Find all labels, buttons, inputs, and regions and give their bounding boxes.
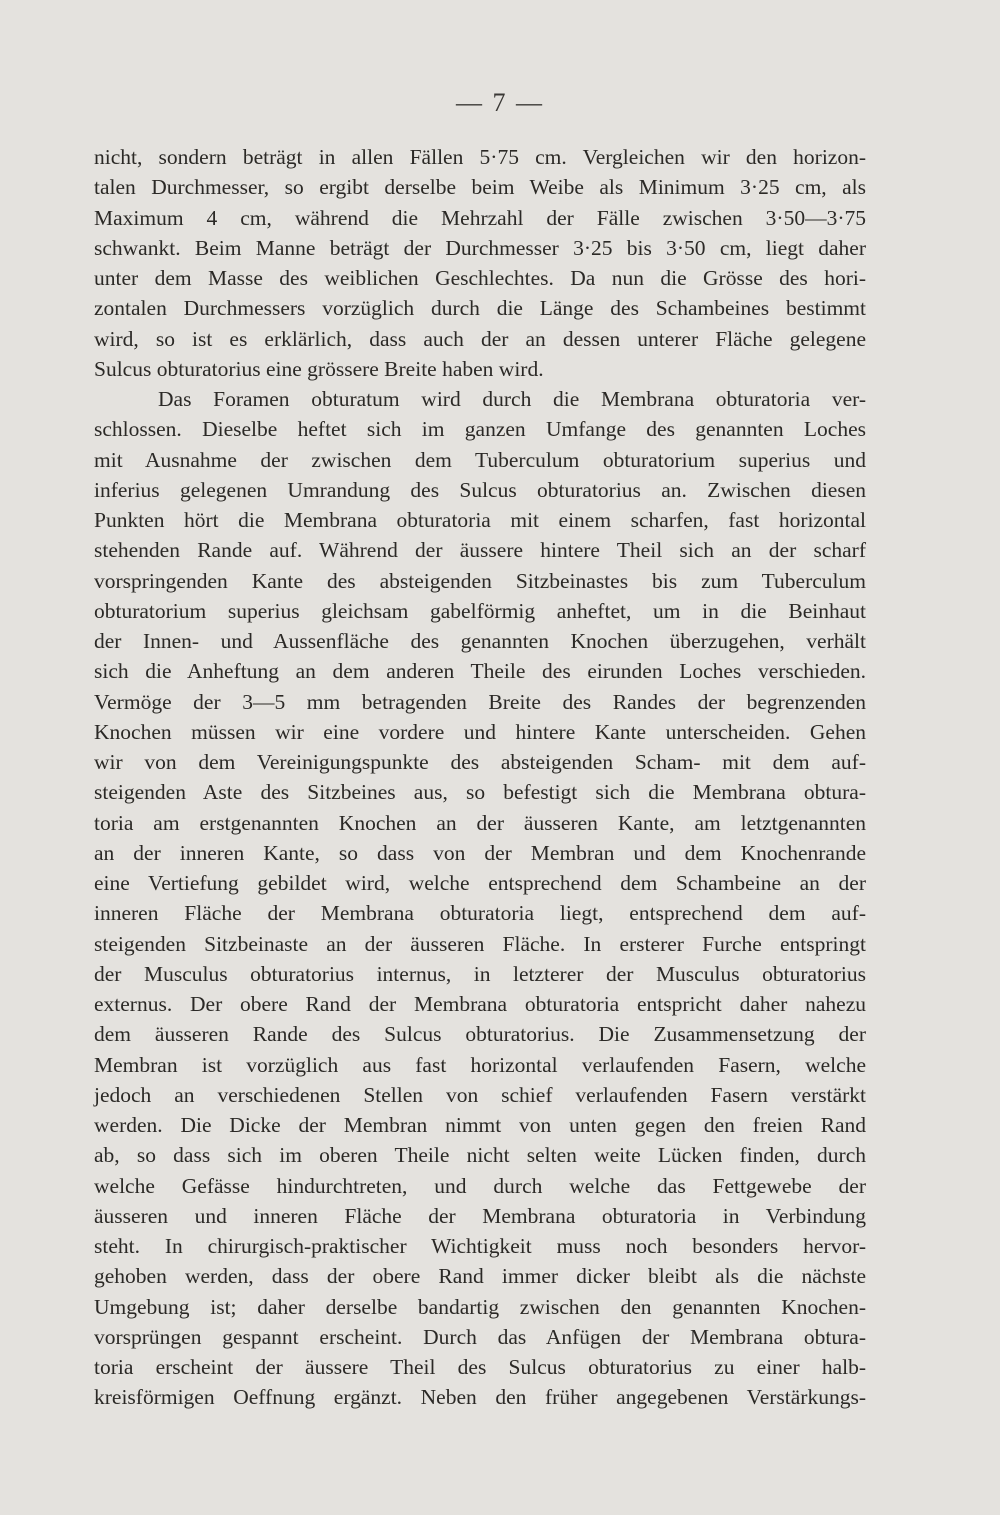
text-line: jedoch an verschiedenen Stellen von schief verlaufenden Fasern verstärkt (94, 1082, 866, 1107)
text-line: toria am erstgenannten Knochen an der äusseren Kante, am letztgenannten (94, 810, 866, 835)
text-line: vorsprüngen gespannt erscheint. Durch das Anfügen der Membrana obtura- (94, 1324, 866, 1349)
text-line: zontalen Durchmessers vorzüglich durch die Länge des Schambeines bestimmt (94, 296, 866, 321)
page-number: — 7 — (456, 88, 544, 117)
text-line: Punkten hört die Membrana obturatoria mit einem scharfen, fast horizontal (94, 508, 866, 532)
text-line: Maximum 4 cm, während die Mehrzahl der Fälle zwischen 3·50—3·75 (94, 205, 866, 230)
text-line: inneren Fläche der Membrana obturatoria liegt, entsprechend dem auf- (94, 901, 866, 926)
body-text (94, 142, 866, 1413)
paragraph-end-line: Sulcus obturatorius eine grössere Breite haben wird. (94, 356, 544, 381)
text-line: wir von dem Vereinigungspunkte des absteigenden Scham- mit dem auf- (94, 750, 866, 774)
text-line: steigenden Aste des Sitzbeines aus, so befestigt sich die Membrana obtura- (94, 780, 866, 805)
text-line: schlossen. Dieselbe heftet sich im ganzen Umfange des genannten Loches (94, 417, 866, 442)
text-line: an der inneren Kante, so dass von der Membran und dem Knochenrande (94, 840, 866, 865)
text-line: talen Durchmesser, so ergibt derselbe beim Weibe als Minimum 3·25 cm, als (94, 175, 866, 200)
text-line: Knochen müssen wir eine vordere und hintere Kante unterscheiden. Gehen (94, 719, 866, 744)
text-line: toria erscheint der äussere Theil des Sulcus obturatorius zu einer halb- (94, 1355, 866, 1379)
text-line: kreisförmigen Oeffnung ergänzt. Neben den früher angegebenen Verstärkungs- (94, 1385, 866, 1410)
text-line: der Innen- und Aussenfläche des genannten Knochen überzugehen, verhält (94, 629, 866, 653)
text-line: wird, so ist es erklärlich, dass auch der an dessen unterer Fläche gelegene (94, 326, 866, 351)
text-line: werden. Die Dicke der Membran nimmt von unten gegen den freien Rand (94, 1113, 866, 1137)
text-line: Membran ist vorzüglich aus fast horizontal verlaufenden Fasern, welche (94, 1052, 866, 1077)
text-line: stehenden Rande auf. Während der äussere hintere Theil sich an der scharf (94, 538, 866, 563)
text-line: sich die Anheftung an dem anderen Theile des eirunden Loches verschieden. (94, 659, 866, 684)
text-line: welche Gefässe hindurchtreten, und durch welche das Fettgewebe der (94, 1173, 866, 1198)
text-line: dem äusseren Rande des Sulcus obturatorius. Die Zusammensetzung der (94, 1022, 866, 1047)
text-line: mit Ausnahme der zwischen dem Tuberculum obturatorium superius und (94, 447, 866, 472)
paragraph-start-line: Das Foramen obturatum wird durch die Membrana obturatoria ver- (158, 387, 866, 411)
text-line: gehoben werden, dass der obere Rand immer dicker bleibt als die nächste (94, 1264, 866, 1289)
text-line: schwankt. Beim Manne beträgt der Durchmesser 3·25 bis 3·50 cm, liegt daher (94, 235, 866, 260)
text-line: obturatorium superius gleichsam gabelförmig anheftet, um in die Beinhaut (94, 598, 866, 623)
text-line: eine Vertiefung gebildet wird, welche entsprechend dem Schambeine an der (94, 871, 866, 895)
text-line: vorspringenden Kante des absteigenden Sitzbeinastes bis zum Tuberculum (94, 568, 866, 593)
text-line: inferius gelegenen Umrandung des Sulcus obturatorius an. Zwischen diesen (94, 477, 866, 502)
text-line: externus. Der obere Rand der Membrana obturatoria entspricht daher nahezu (94, 992, 866, 1016)
text-line: Vermöge der 3—5 mm betragenden Breite des Randes der begrenzenden (94, 689, 866, 714)
text-line: unter dem Masse des weiblichen Geschlechtes. Da nun die Grösse des hori- (94, 266, 866, 290)
text-line: nicht, sondern beträgt in allen Fällen 5·75 cm. Vergleichen wir den horizon- (94, 145, 866, 169)
text-line: steht. In chirurgisch-praktischer Wichtigkeit muss noch besonders hervor- (94, 1234, 866, 1258)
text-line: ab, so dass sich im oberen Theile nicht selten weite Lücken finden, durch (94, 1143, 866, 1168)
text-line: der Musculus obturatorius internus, in letzterer der Musculus obturatorius (94, 961, 866, 986)
text-line: Umgebung ist; daher derselbe bandartig zwischen den genannten Knochen- (94, 1294, 866, 1319)
text-line: steigenden Sitzbeinaste an der äusseren Fläche. In ersterer Furche entspringt (94, 931, 866, 956)
text-line: äusseren und inneren Fläche der Membrana obturatoria in Verbindung (94, 1203, 866, 1228)
